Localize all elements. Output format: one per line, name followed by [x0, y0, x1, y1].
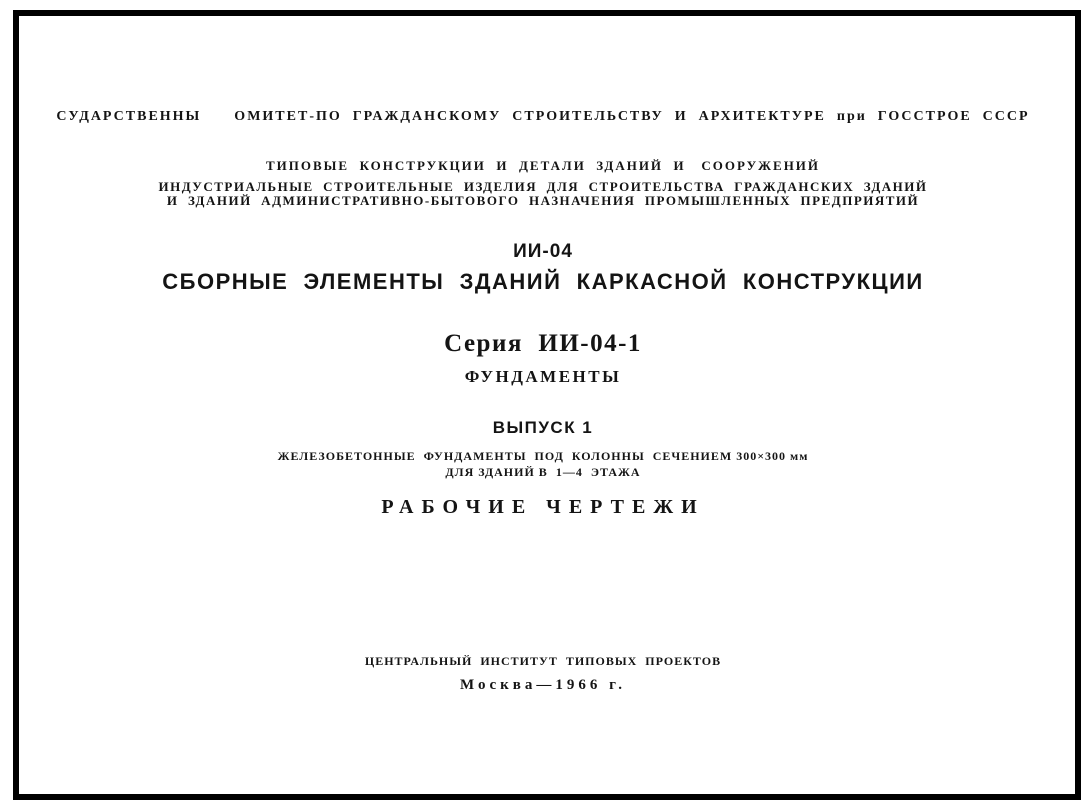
document-code: ИИ-04 [513, 241, 573, 262]
industrial-products-subheader-line2: И ЗДАНИЙ АДМИНИСТРАТИВНО-БЫТОВОГО НАЗНАЧЕНИЯ ПРОМЫШЛЕННЫХ ПРЕДПРИЯТИЙ [166, 193, 920, 208]
state-committee-line: СУДАРСТВЕННЫ ОМИТЕТ-ПО ГРАЖДАНСКОМУ СТРОИТЕЛЬСТВУ И АРХИТЕКТУРЕ при ГОССТРОЕ СССР [56, 109, 1030, 124]
main-title: СБОРНЫЕ ЭЛЕМЕНТЫ ЗДАНИЙ КАРКАСНОЙ КОНСТРУКЦИИ [162, 269, 924, 294]
industrial-products-subheader-line1: ИНДУСТРИАЛЬНЫЕ СТРОИТЕЛЬНЫЕ ИЗДЕЛИЯ ДЛЯ СТРОИТЕЛЬСТВА ГРАЖДАНСКИХ ЗДАНИЙ [158, 179, 928, 194]
issue-number: ВЫПУСК 1 [492, 418, 594, 437]
typical-constructions-header: ТИПОВЫЕ КОНСТРУКЦИИ И ДЕТАЛИ ЗДАНИЙ И СООРУЖЕНИЙ [265, 158, 821, 173]
series-title: Серия ИИ-04-1 [444, 330, 642, 357]
section-title-foundations: ФУНДАМЕНТЫ [464, 367, 622, 386]
issue-description-line2: ДЛЯ ЗДАНИЙ В 1—4 ЭТАЖА [445, 465, 641, 479]
publisher-institute: ЦЕНТРАЛЬНЫЙ ИНСТИТУТ ТИПОВЫХ ПРОЕКТОВ [364, 654, 722, 668]
place-and-year: Москва—1966 г. [460, 677, 626, 693]
issue-description-line1: ЖЕЛЕЗОБЕТОННЫЕ ФУНДАМЕНТЫ ПОД КОЛОННЫ СЕЧЕНИЕМ 300×300 мм [277, 449, 809, 463]
document-type-working-drawings: РАБОЧИЕ ЧЕРТЕЖИ [381, 496, 705, 518]
